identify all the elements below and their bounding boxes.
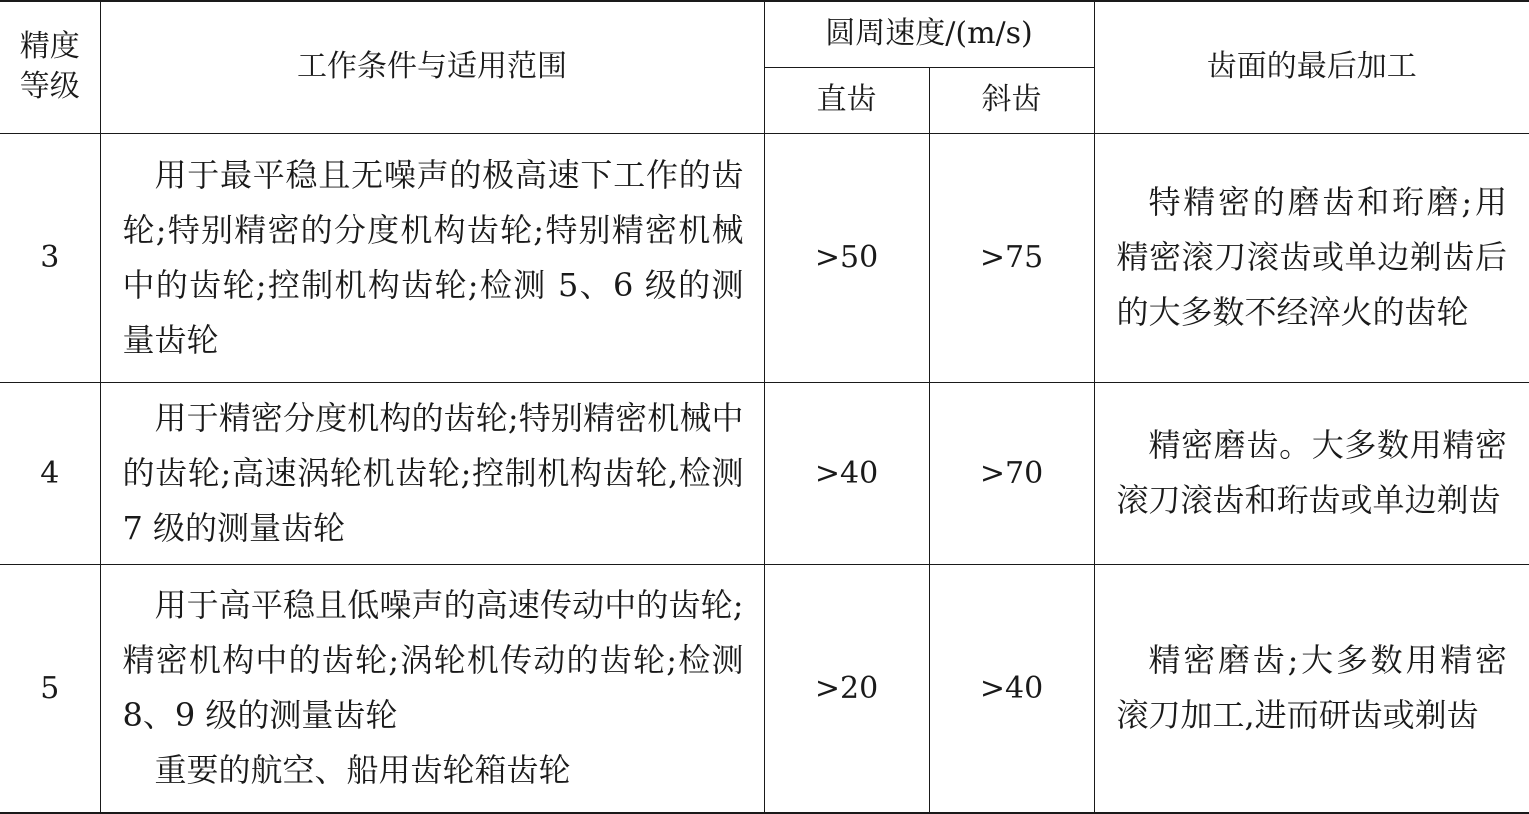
conditions-cell [100, 133, 764, 382]
grade-cell: 3 [0, 133, 100, 382]
finishing-cell: 特精密的磨齿和珩磨;用精密滚刀滚齿或单边剃齿后的大多数不经淬火的齿轮 [1094, 133, 1529, 382]
header-finishing: 齿面的最后加工 [1094, 1, 1529, 133]
table-row [0, 382, 1529, 564]
conditions-text-extra: 重要的航空、船用齿轮箱齿轮 [154, 751, 571, 790]
conditions-cell [100, 382, 764, 564]
helical-speed-cell: >40 [929, 564, 1094, 813]
conditions-text: 用于精密分度机构的齿轮;特别精密机械中的齿轮;高速涡轮机齿轮;控制机构齿轮,检测 7 级的测量齿轮 [122, 398, 744, 547]
table-row [0, 133, 1529, 382]
header-helical: 斜齿 [929, 67, 1094, 133]
helical-speed-cell: >70 [929, 382, 1094, 564]
conditions-text: 用于高平稳且低噪声的高速传动中的齿轮;精密机构中的齿轮;涡轮机传动的齿轮;检测 8、9 级的测量齿轮 [122, 586, 744, 735]
helical-speed-cell: >75 [929, 133, 1094, 382]
header-grade: 精度等级 [0, 1, 100, 133]
conditions-cell [100, 564, 764, 813]
spur-speed-cell: >40 [764, 382, 929, 564]
conditions-text: 用于最平稳且无噪声的极高速下工作的齿轮;特别精密的分度机构齿轮;特别精密机械中的齿轮;控制机构齿轮;检测 5、6 级的测量齿轮 [122, 155, 744, 359]
spur-speed-cell: >50 [764, 133, 929, 382]
header-row [0, 1, 1529, 67]
header-spur: 直齿 [764, 67, 929, 133]
header-speed-group: 圆周速度/(m/s) [764, 1, 1094, 67]
spur-speed-cell: >20 [764, 564, 929, 813]
finishing-cell: 精密磨齿;大多数用精密滚刀加工,进而研齿或剃齿 [1094, 564, 1529, 813]
finishing-cell: 精密磨齿。大多数用精密滚刀滚齿和珩齿或单边剃齿 [1094, 382, 1529, 564]
table-row [0, 564, 1529, 813]
header-conditions: 工作条件与适用范围 [100, 1, 764, 133]
grade-cell: 5 [0, 564, 100, 813]
grade-cell: 4 [0, 382, 100, 564]
